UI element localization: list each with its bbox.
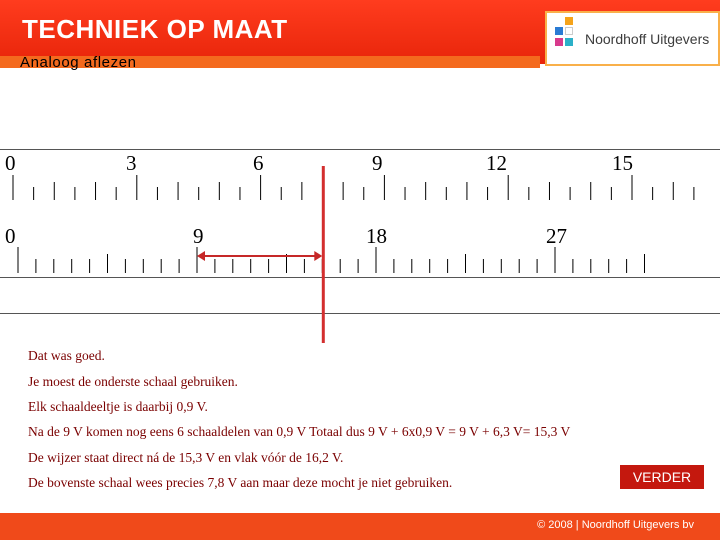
top-scale-label: 0 <box>5 151 16 175</box>
logo-text: Noordhoff Uitgevers <box>585 31 710 47</box>
top-scale-label: 9 <box>372 151 383 175</box>
bottom-scale-label: 27 <box>546 224 567 248</box>
app-title: TECHNIEK OP MAAT <box>22 14 288 44</box>
bottom-scale-label: 9 <box>193 224 204 248</box>
copyright-text: © 2008 | Noordhoff Uitgevers bv <box>537 519 694 531</box>
top-scale-label: 12 <box>486 151 507 175</box>
explanation-line: Na de 9 V komen nog eens 6 schaaldelen van 0,9 V Totaal dus 9 V + 6x0,9 V = 9 V + 6,3 V= 15,3 V <box>28 424 571 439</box>
measure-arrow-left-head <box>197 251 205 261</box>
top-scale-label: 3 <box>126 151 137 175</box>
explanation-line: Elk schaaldeeltje is daarbij 0,9 V. <box>28 399 208 414</box>
explanation-line: De wijzer staat direct ná de 15,3 V en vlak vóór de 16,2 V. <box>28 450 344 465</box>
bottom-scale-label: 0 <box>5 224 16 248</box>
bottom-scale-label: 18 <box>366 224 387 248</box>
measure-arrow-right-head <box>314 251 322 261</box>
top-scale-label: 6 <box>253 151 264 175</box>
explanation-line: De bovenste schaal wees precies 7,8 V aan maar deze mocht je niet gebruiken. <box>28 475 453 490</box>
next-button[interactable]: VERDER <box>619 464 705 490</box>
top-scale-label: 15 <box>612 151 633 175</box>
footer-bar <box>0 513 720 540</box>
explanation-line: Je moest de onderste schaal gebruiken. <box>28 374 238 389</box>
page-subtitle: Analoog aflezen <box>20 54 137 71</box>
explanation-line: Dat was goed. <box>28 348 105 363</box>
